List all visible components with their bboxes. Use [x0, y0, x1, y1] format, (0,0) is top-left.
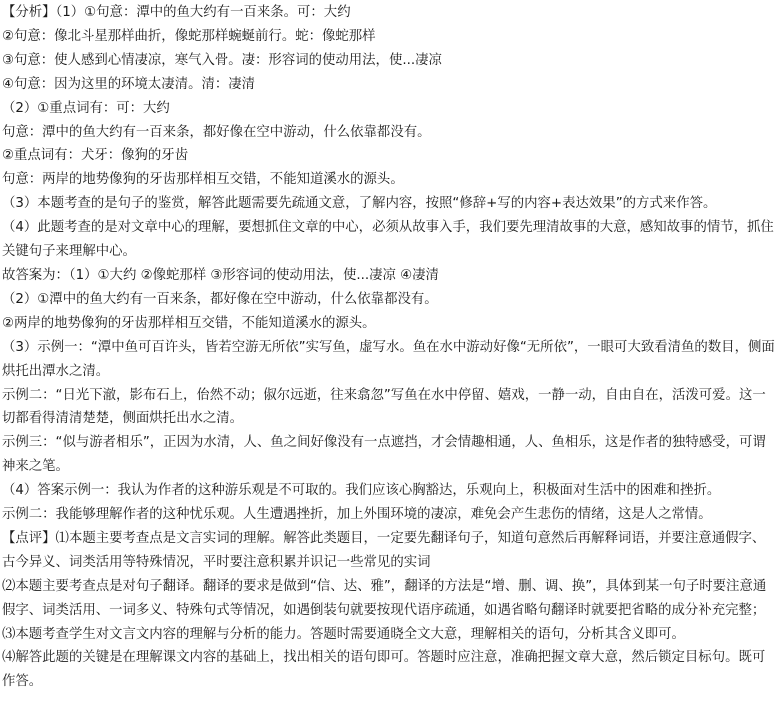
- comment-line-2: ⑵本题主要考查点是对句子翻译。翻译的要求是做到“信、达、雅”，翻译的方法是“增、删、调、换”，具体到某一句子时要注意通假字、词类活用、一词多义、特殊句式等情况，如遇倒装句就要按现代语序疏通，如遇省略句翻译时就要把省略的成分补充完整；: [2, 578, 767, 618]
- analysis-line-1-2: ②句意：像北斗星那样曲折，像蛇那样蜿蜒前行。蛇：像蛇那样: [2, 28, 376, 44]
- answer-line-4-example-2: 示例二：我能够理解作者的这种忧乐观。人生遭遇挫折，加上外围环境的凄凉，难免会产生悲伤的情绪，这是人之常情。: [2, 507, 712, 523]
- analysis-line-1-3: ③句意：使人感到心情凄凉，寒气入骨。凄：形容词的使动用法，使...凄凉: [2, 52, 442, 68]
- answer-line-2-1: （2）①潭中的鱼大约有一百来条，都好像在空中游动，什么依靠都没有。: [2, 291, 438, 307]
- analysis-line-2-1: （2）①重点词有：可：大约: [2, 100, 170, 116]
- analysis-line-3: （3）本题考查的是句子的鉴赏，解答此题需要先疏通文意，了解内容，按照“修辞+写的内容+表达效果”的方式来作答。: [2, 196, 717, 212]
- answer-line-2-2: ②两岸的地势像狗的牙齿那样相互交错，不能知道溪水的源头。: [2, 315, 376, 331]
- comment-line-1: 【点评】⑴本题主要考查点是文言实词的理解。解答此类题目，一定要先翻译句子，知道句意然后再解释词语，并要注意通假字、古今异义、词类活用等特殊情况，平时要注意积累并识记一些常见的实词: [2, 530, 766, 570]
- analysis-line-2-2: ②重点词有：犬牙：像狗的牙齿: [2, 148, 189, 164]
- answer-line-3-example-1: （3）示例一：“潭中鱼可百许头，皆若空游无所依”实写鱼，虚写水。鱼在水中游动好像“无所依”，一眼可大致看清鱼的数目，侧面烘托出潭水之清。: [2, 339, 775, 379]
- answer-line-3-example-2: 示例二：“日光下澈，影布石上，佁然不动；俶尔远逝，往来翕忽”写鱼在水中停留、嬉戏，一静一动，自由自在，活泼可爱。这一切都看得清清楚楚，侧面烘托出水之清。: [2, 387, 766, 427]
- analysis-line-2-2-meaning: 句意：两岸的地势像狗的牙齿那样相互交错，不能知道溪水的源头。: [2, 172, 404, 188]
- comment-line-4: ⑷解答此题的关键是在理解课文内容的基础上，找出相关的语句即可。答题时应注意，准确把握文章大意，然后锁定目标句。既可作答。: [2, 650, 766, 690]
- analysis-line-1-1: 【分析】（1）①句意：潭中的鱼大约有一百来条。可：大约: [2, 5, 351, 20]
- analysis-line-4: （4）此题考查的是对文章中心的理解，要想抓住文章的中心，必须从故事入手，我们要先理清故事的大意，感知故事的情节，抓住关键句子来理解中心。: [2, 220, 774, 260]
- analysis-line-2-1-meaning: 句意：潭中的鱼大约有一百来条，都好像在空中游动，什么依靠都没有。: [2, 124, 431, 140]
- comment-line-3: ⑶本题考查学生对文言文内容的理解与分析的能力。答题时需要通晓全文大意，理解相关的语句，分析其含义即可。: [2, 626, 685, 642]
- answer-line-1: 故答案为：（1）①大约 ②像蛇那样 ③形容词的使动用法，使...凄凉 ④凄清: [2, 267, 439, 283]
- answer-line-4-example-1: （4）答案示例一：我认为作者的这种游乐观是不可取的。我们应该心胸豁达，乐观向上，积极面对生活中的困难和挫折。: [2, 483, 721, 499]
- analysis-line-1-4: ④句意：因为这里的环境太凄清。清：凄清: [2, 76, 256, 92]
- answer-line-3-example-3: 示例三：“似与游者相乐”，正因为水清，人、鱼之间好像没有一点遮挡，才会情趣相通，人、鱼相乐，这是作者的独特感受，可谓神来之笔。: [2, 435, 766, 475]
